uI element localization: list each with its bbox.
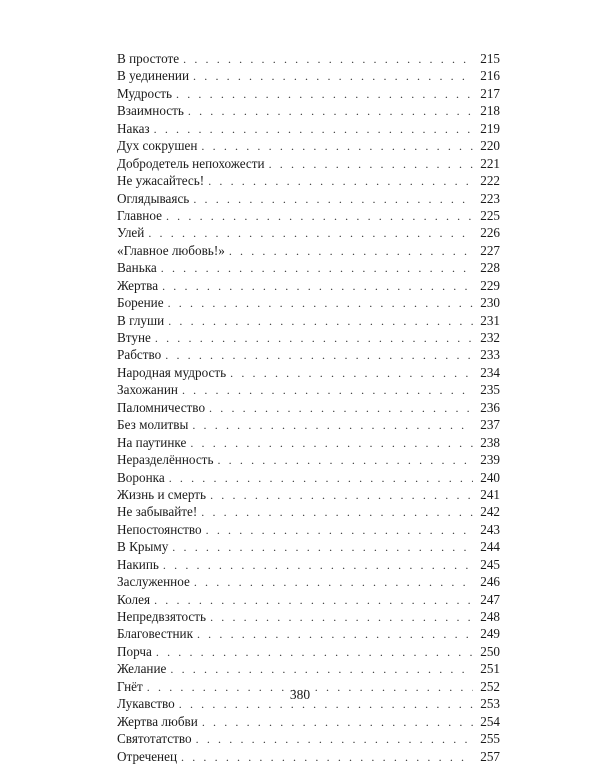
toc-entry-page: 257 — [480, 748, 500, 764]
toc-entry — [117, 573, 500, 590]
toc-dot-leader — [182, 382, 473, 399]
toc-entry — [117, 137, 500, 154]
toc-entry-page: 255 — [480, 731, 500, 747]
toc-dot-leader — [161, 260, 473, 277]
toc-entry — [117, 172, 500, 189]
toc-entry-page: 233 — [480, 347, 500, 363]
page-number: 380 — [289, 687, 311, 702]
toc-entry-title: Желание — [117, 661, 167, 677]
toc-entry-title: Гнёт — [117, 678, 143, 694]
toc-entry — [117, 155, 500, 172]
toc-dot-leader — [163, 557, 473, 574]
toc-entry — [117, 591, 500, 608]
toc-entry-page: 223 — [480, 190, 500, 206]
toc-dot-leader — [165, 347, 473, 364]
toc-dot-leader — [193, 68, 473, 85]
toc-dot-leader — [229, 243, 473, 260]
toc-entry-title: В глуши — [117, 312, 165, 328]
toc-dot-leader — [197, 626, 473, 643]
toc-entry-page: 231 — [480, 312, 500, 328]
toc-entry-page: 243 — [480, 521, 500, 537]
toc-dot-leader — [156, 644, 473, 661]
toc-entry-title: Отреченец — [117, 748, 178, 764]
toc-dot-leader — [170, 661, 473, 678]
toc-dot-leader — [269, 156, 473, 173]
toc-entry-title: Заслуженное — [117, 574, 190, 590]
toc-entry — [117, 434, 500, 451]
toc-entry-title: На паутинке — [117, 434, 187, 450]
toc-entry-title: В Крыму — [117, 539, 169, 555]
toc-entry-page: 252 — [480, 678, 500, 694]
toc-entry-title: Взаимность — [117, 103, 184, 119]
toc-entry-page: 241 — [480, 486, 500, 502]
toc-entry-title: Без молитвы — [117, 417, 189, 433]
toc-entry-page: 253 — [480, 696, 500, 712]
toc-entry — [117, 643, 500, 660]
toc-entry-page: 250 — [480, 643, 500, 659]
toc-entry-page: 226 — [480, 225, 500, 241]
toc-dot-leader — [154, 121, 473, 138]
toc-entry-page: 232 — [480, 330, 500, 345]
toc-dot-leader — [196, 731, 473, 748]
toc-entry — [117, 608, 500, 625]
toc-dot-leader — [172, 539, 473, 556]
toc-entry — [117, 346, 500, 363]
toc-entry-title: Жертва любви — [117, 713, 198, 729]
toc-entry — [117, 399, 500, 416]
toc-entry-title: Неразделённость — [117, 452, 214, 468]
toc-entry-page: 220 — [480, 138, 500, 154]
toc-dot-leader — [162, 278, 473, 295]
toc-entry-page: 227 — [480, 242, 500, 258]
toc-entry — [117, 207, 500, 224]
toc-entry-page: 228 — [480, 260, 500, 276]
toc-entry-title: Дух сокрушен — [117, 138, 198, 154]
toc-dot-leader — [230, 365, 473, 382]
toc-dot-leader — [209, 400, 473, 417]
toc-entry — [117, 102, 500, 119]
toc-entry-title: Не забывайте! — [117, 504, 198, 520]
toc-dot-leader — [169, 470, 473, 487]
toc-entry — [117, 312, 500, 329]
toc-entry-page: 238 — [480, 434, 500, 450]
toc-entry — [117, 277, 500, 294]
toc-entry — [117, 294, 500, 311]
toc-entry-title: В простоте — [117, 51, 180, 66]
toc-entry-title: Народная мудрость — [117, 364, 227, 380]
toc-entry-page: 218 — [480, 103, 500, 119]
toc-entry — [117, 538, 500, 555]
toc-entry — [117, 660, 500, 677]
toc-dot-leader — [188, 103, 473, 120]
toc-entry — [117, 190, 500, 207]
toc-entry-title: Главное — [117, 207, 162, 223]
toc-entry-title: Благовестник — [117, 626, 193, 642]
toc-entry — [117, 242, 500, 259]
toc-dot-leader — [206, 522, 473, 539]
toc-entry-title: Добродетель непохожести — [117, 155, 265, 171]
toc-entry — [117, 486, 500, 503]
toc-entry — [117, 625, 500, 642]
toc-entry — [117, 469, 500, 486]
toc-dot-leader — [210, 487, 473, 504]
toc-entry-page: 217 — [480, 85, 500, 101]
toc-entry — [117, 364, 500, 381]
toc-entry-title: Паломничество — [117, 399, 206, 415]
toc-entry-title: Лукавство — [117, 696, 175, 712]
toc-entry-title: В уединении — [117, 68, 190, 84]
toc-entry-page: 251 — [480, 661, 500, 677]
toc-entry-title: Не ужасайтесь! — [117, 173, 205, 189]
toc-dot-leader — [208, 173, 473, 190]
toc-entry-title: Непредвзятость — [117, 609, 207, 624]
toc-dot-leader — [192, 417, 473, 434]
toc-entry-title: Оглядываясь — [117, 190, 190, 206]
toc-dot-leader — [168, 313, 473, 330]
toc-entry — [117, 416, 500, 433]
toc-entry-page: 245 — [480, 556, 500, 572]
toc-entry — [117, 224, 500, 241]
toc-entry-title: Захожанин — [117, 382, 178, 398]
toc-entry-page: 247 — [480, 591, 500, 607]
toc-entry-page: 249 — [480, 626, 500, 642]
toc-entry-title: Втуне — [117, 330, 151, 345]
toc-entry-title: Мудрость — [117, 85, 173, 101]
toc-dot-leader — [155, 330, 473, 347]
toc-entry — [117, 748, 500, 765]
toc-dot-leader — [190, 435, 473, 452]
toc-entry-page: 219 — [480, 120, 500, 136]
toc-entry-title: Ванька — [117, 260, 157, 276]
toc-entry — [117, 521, 500, 538]
toc-entry — [117, 730, 500, 747]
toc-entry-page: 235 — [480, 382, 500, 398]
toc-dot-leader — [148, 225, 473, 242]
toc-entry-page: 240 — [480, 469, 500, 485]
toc-dot-leader — [181, 749, 473, 766]
toc-entry — [117, 67, 500, 84]
toc-entry-page: 242 — [480, 504, 500, 520]
toc-entry-page: 244 — [480, 539, 500, 555]
toc-entry-title: Улей — [117, 225, 145, 241]
toc-entry-page: 237 — [480, 417, 500, 433]
toc-entry-title: Борение — [117, 295, 164, 311]
toc-dot-leader — [201, 138, 473, 155]
table-of-contents — [117, 50, 500, 765]
toc-dot-leader — [166, 208, 473, 225]
toc-entry-title: Колея — [117, 591, 151, 607]
toc-entry-page: 222 — [480, 173, 500, 189]
toc-entry — [117, 503, 500, 520]
toc-entry — [117, 259, 500, 276]
toc-dot-leader — [194, 574, 473, 591]
toc-entry-page: 229 — [480, 277, 500, 293]
toc-entry-title: Накипь — [117, 556, 159, 572]
toc-dot-leader — [217, 452, 473, 469]
toc-entry-page: 216 — [480, 68, 500, 84]
toc-entry-title: Непостоянство — [117, 521, 202, 537]
toc-entry-page: 234 — [480, 364, 500, 380]
toc-entry-page: 236 — [480, 399, 500, 415]
toc-entry-page: 225 — [480, 207, 500, 223]
toc-entry — [117, 381, 500, 398]
toc-entry-title: Святотатство — [117, 731, 192, 747]
toc-dot-leader — [154, 592, 473, 609]
toc-dot-leader — [193, 191, 473, 208]
toc-entry — [117, 556, 500, 573]
toc-entry-page: 215 — [480, 51, 500, 66]
toc-entry-title: Жизнь и смерть — [117, 486, 207, 502]
toc-entry — [117, 329, 500, 346]
toc-entry — [117, 451, 500, 468]
toc-entry-title: Рабство — [117, 347, 162, 363]
toc-entry-title: Порча — [117, 643, 152, 659]
toc-entry-page: 246 — [480, 574, 500, 590]
toc-entry-page: 230 — [480, 295, 500, 311]
toc-entry — [117, 713, 500, 730]
toc-dot-leader — [183, 51, 473, 68]
toc-entry-title: Наказ — [117, 120, 150, 136]
toc-dot-leader — [202, 714, 473, 731]
toc-entry-title: «Главное любовь!» — [117, 242, 225, 258]
toc-entry-page: 221 — [480, 155, 500, 171]
toc-entry-title: Жертва — [117, 277, 159, 293]
toc-dot-leader — [176, 86, 473, 103]
toc-entry — [117, 50, 500, 67]
toc-entry-page: 239 — [480, 452, 500, 468]
toc-dot-leader — [168, 295, 473, 312]
toc-dot-leader — [201, 504, 473, 521]
toc-entry-page: 254 — [480, 713, 500, 729]
toc-dot-leader — [210, 609, 473, 626]
toc-entry-page: 248 — [480, 609, 500, 624]
toc-entry — [117, 120, 500, 137]
toc-entry — [117, 85, 500, 102]
toc-entry-title: Воронка — [117, 469, 165, 485]
